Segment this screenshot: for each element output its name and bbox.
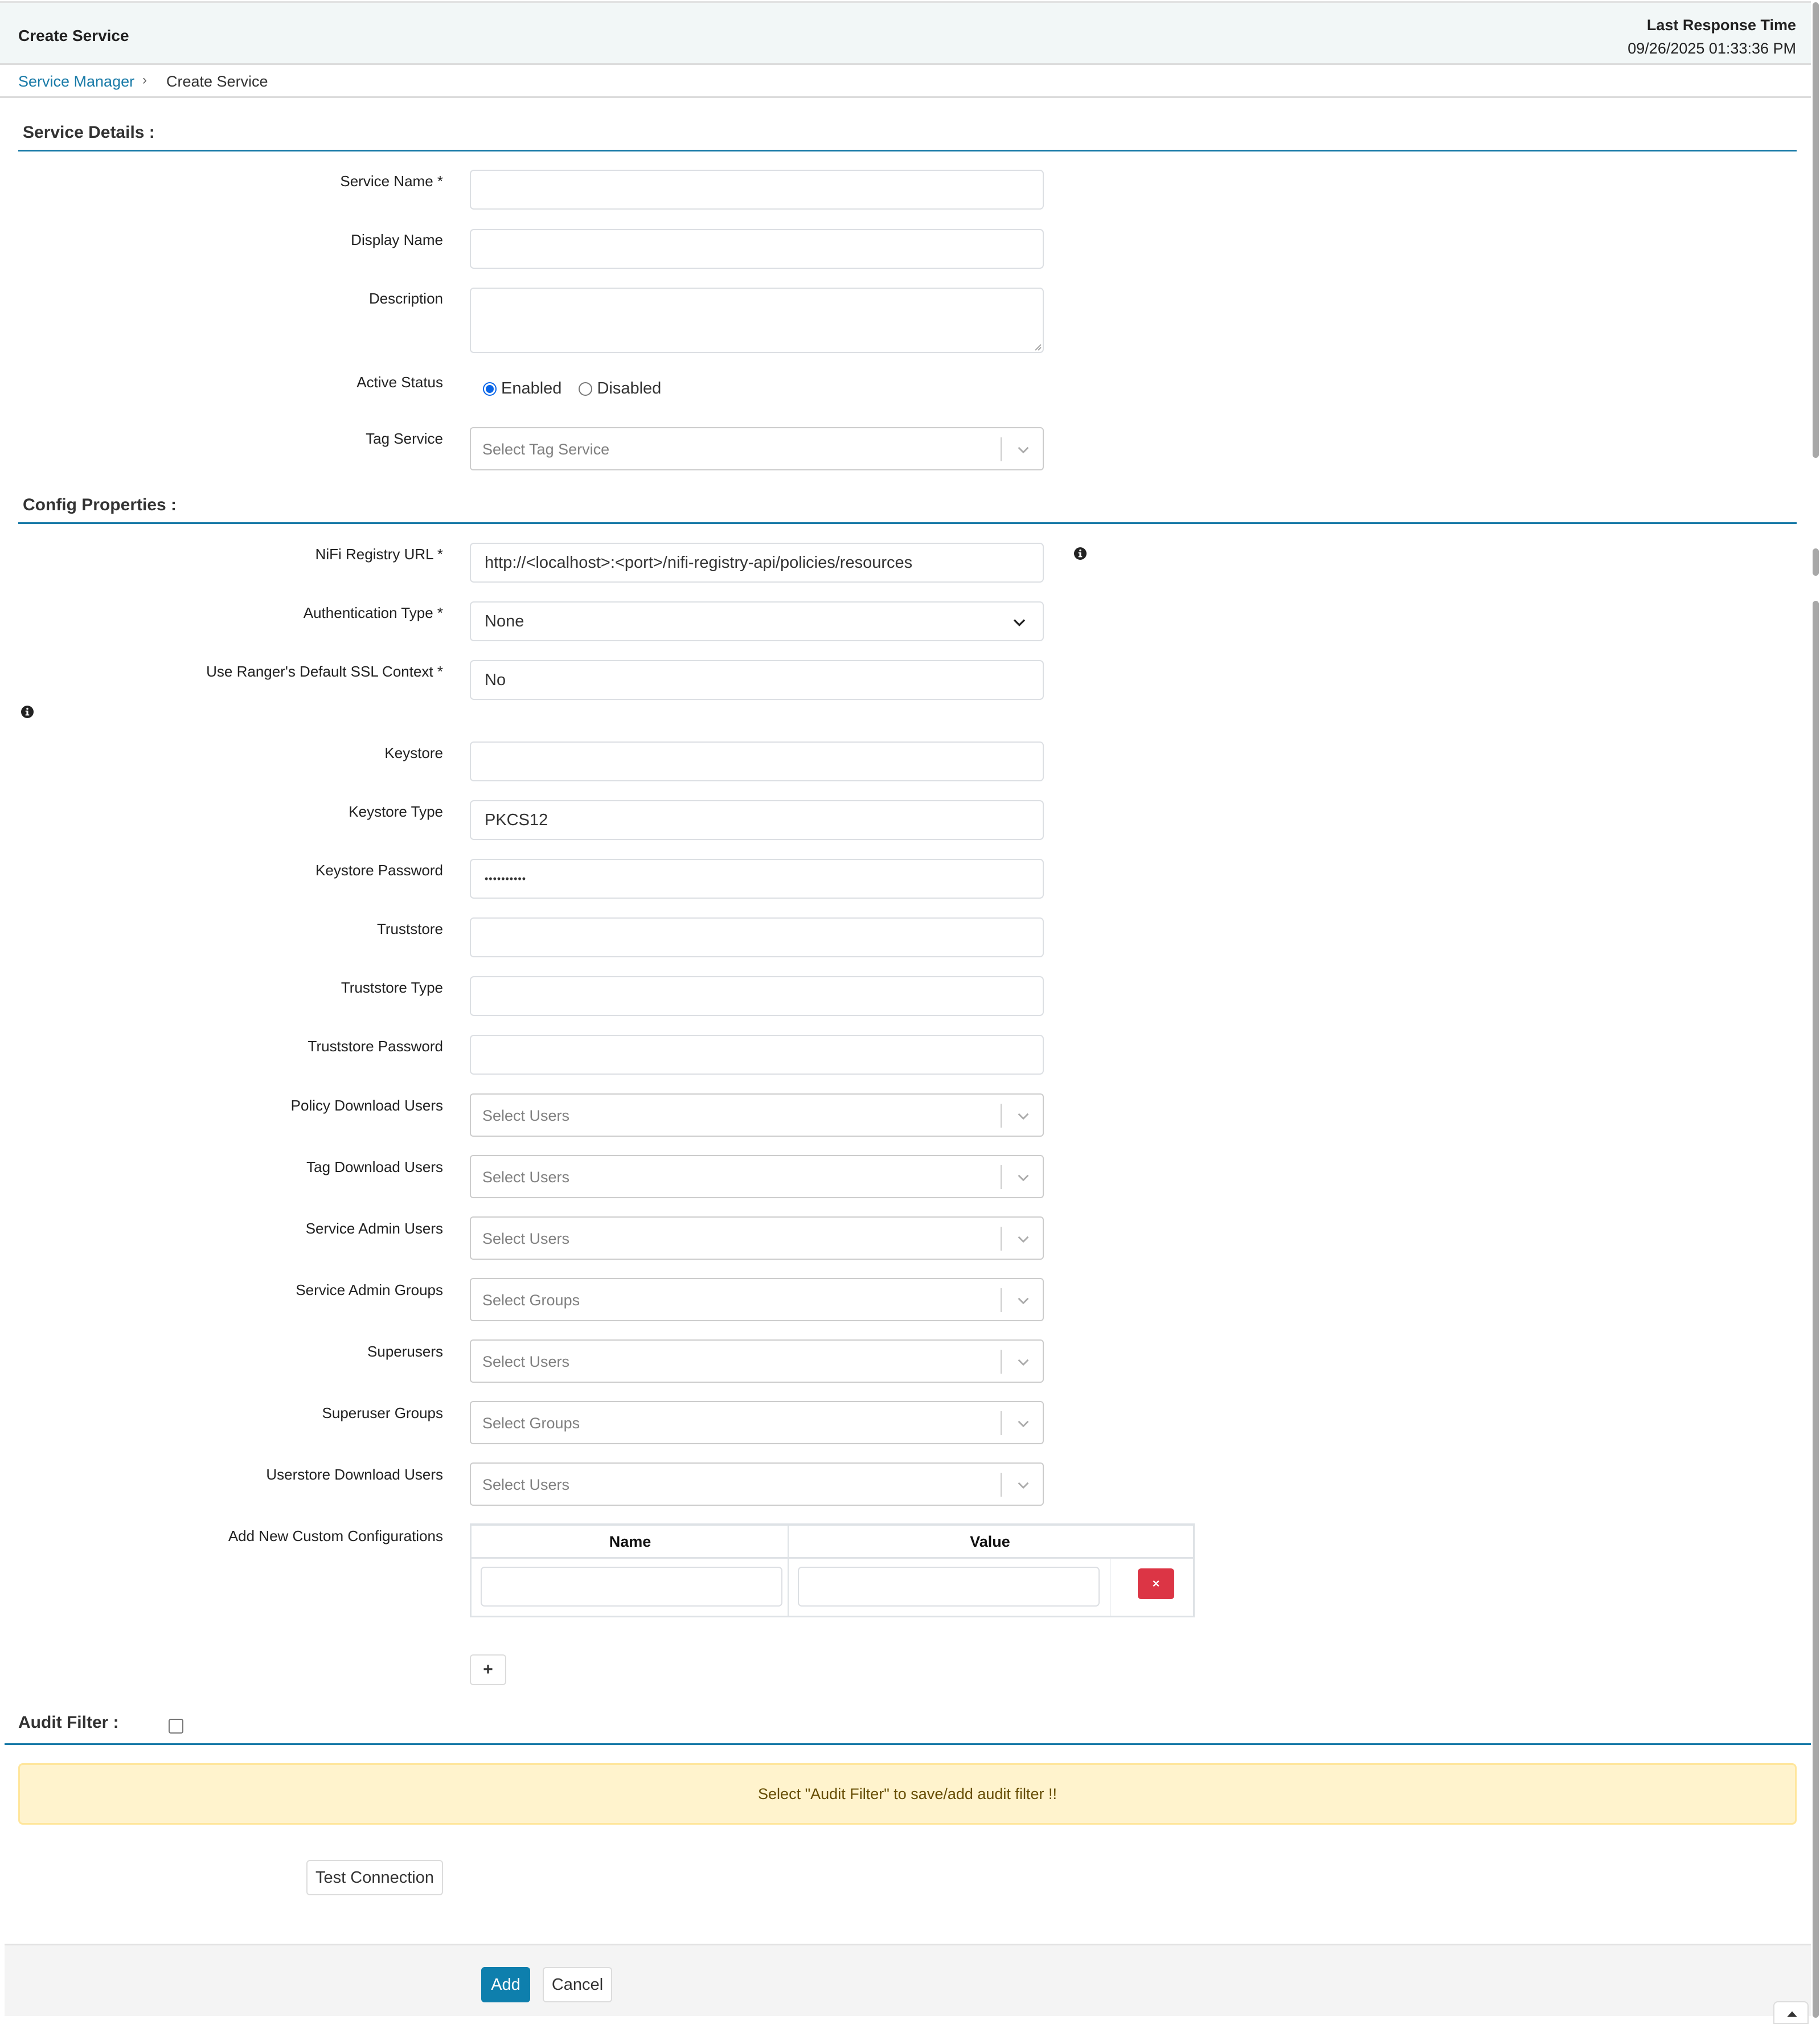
superusers-select[interactable]: [470, 1339, 1044, 1383]
chevron-down-icon[interactable]: [1015, 1108, 1031, 1124]
truststore-label: Truststore: [376, 920, 443, 937]
radio-disabled-icon[interactable]: [579, 382, 592, 396]
superuser-groups-label: Superuser Groups: [322, 1404, 443, 1421]
display-name-input[interactable]: [470, 229, 1044, 269]
breadcrumb-current: Create Service: [166, 73, 268, 90]
chevron-down-icon[interactable]: [1015, 1231, 1031, 1247]
select-separator: [1001, 1350, 1002, 1374]
custom-configs-table: [470, 1523, 1195, 1617]
keystore-input[interactable]: [470, 741, 1044, 781]
select-separator: [1001, 1288, 1002, 1312]
select-separator: [1001, 1165, 1002, 1189]
resize-handle-icon[interactable]: [1034, 343, 1042, 351]
plus-icon: +: [483, 1660, 493, 1679]
last-response-label: Last Response Time: [1646, 17, 1796, 34]
keystore-label: Keystore: [384, 744, 443, 761]
custom-configs-label: Add New Custom Configurations: [228, 1527, 443, 1544]
active-status-radio-group: [483, 379, 678, 398]
superusers-label: Superusers: [367, 1343, 443, 1360]
audit-filter-checkbox[interactable]: [169, 1719, 183, 1734]
select-placeholder: Select Groups: [482, 1292, 580, 1309]
audit-filter-alert: [18, 1763, 1797, 1825]
policy-download-users-label: Policy Download Users: [290, 1097, 443, 1114]
radio-disabled-label: Disabled: [597, 379, 662, 398]
section-divider: [18, 522, 1797, 524]
column-header-value: Value: [970, 1533, 1010, 1550]
chevron-down-icon[interactable]: [1015, 1354, 1031, 1370]
select-placeholder: Select Users: [482, 1230, 570, 1247]
keystore-type-label: Keystore Type: [349, 803, 443, 820]
last-response-value: 09/26/2025 01:33:36 PM: [1628, 40, 1796, 57]
display-name-label: Display Name: [351, 231, 443, 248]
add-row-button[interactable]: [470, 1654, 506, 1685]
keystore-type-input[interactable]: PKCS12: [470, 800, 1044, 840]
chevron-down-icon[interactable]: [1015, 442, 1031, 458]
select-separator: [1001, 1104, 1002, 1128]
select-placeholder: Select Users: [482, 1107, 570, 1124]
authentication-type-value: None: [485, 612, 524, 630]
service-admin-users-select[interactable]: [470, 1216, 1044, 1260]
chevron-down-icon[interactable]: [1015, 1293, 1031, 1309]
truststore-type-input[interactable]: [470, 976, 1044, 1016]
select-separator: [1001, 1227, 1002, 1251]
info-icon[interactable]: [1074, 547, 1087, 560]
service-admin-groups-select[interactable]: [470, 1278, 1044, 1321]
audit-filter-label: Audit Filter :: [18, 1713, 119, 1732]
cancel-button[interactable]: Cancel: [543, 1967, 612, 2002]
keystore-password-input[interactable]: ••••••••••: [470, 859, 1044, 899]
nifi-registry-url-input[interactable]: http://<localhost>:<port>/nifi-registry-api/policies/resources: [470, 543, 1044, 583]
truststore-password-input[interactable]: [470, 1035, 1044, 1075]
test-connection-button[interactable]: Test Connection: [306, 1860, 443, 1895]
authentication-type-select[interactable]: [470, 601, 1044, 641]
section-divider: [5, 1743, 1811, 1745]
service-admin-groups-label: Service Admin Groups: [296, 1281, 443, 1298]
table-divider: [472, 1557, 1193, 1559]
nifi-registry-url-label: NiFi Registry URL *: [315, 546, 443, 563]
close-icon: ×: [1152, 1576, 1160, 1591]
info-icon[interactable]: [21, 706, 34, 718]
select-separator: [1001, 1473, 1002, 1497]
truststore-type-label: Truststore Type: [341, 979, 443, 996]
custom-config-name-input[interactable]: [481, 1567, 782, 1607]
service-details-title: Service Details :: [23, 123, 155, 142]
tag-service-select[interactable]: [470, 427, 1044, 470]
description-textarea[interactable]: [470, 288, 1044, 353]
tag-download-users-select[interactable]: [470, 1155, 1044, 1198]
tag-service-placeholder: Select Tag Service: [482, 441, 610, 458]
userstore-download-users-label: Userstore Download Users: [266, 1466, 443, 1483]
config-properties-title: Config Properties :: [23, 495, 177, 514]
tag-service-label: Tag Service: [366, 430, 443, 447]
scrollbar-thumb[interactable]: [1813, 601, 1819, 2018]
select-placeholder: Select Users: [482, 1169, 570, 1186]
select-placeholder: Select Users: [482, 1353, 570, 1370]
table-divider: [788, 1526, 789, 1617]
service-name-label: Service Name *: [340, 173, 443, 190]
add-button[interactable]: Add: [481, 1967, 530, 2002]
description-label: Description: [368, 290, 443, 307]
select-separator: [1001, 1411, 1002, 1435]
keystore-password-label: Keystore Password: [315, 862, 443, 879]
scrollbar-thumb[interactable]: [1813, 2, 1819, 458]
policy-download-users-select[interactable]: [470, 1093, 1044, 1137]
ssl-context-input[interactable]: No: [470, 660, 1044, 700]
active-status-label: Active Status: [356, 374, 443, 391]
ssl-context-label: Use Ranger's Default SSL Context *: [206, 663, 443, 680]
radio-disabled[interactable]: [579, 379, 661, 398]
scrollbar-thumb[interactable]: [1813, 548, 1819, 576]
tag-download-users-label: Tag Download Users: [306, 1158, 443, 1175]
page-title: Create Service: [18, 27, 129, 44]
chevron-down-icon[interactable]: [1015, 1477, 1031, 1493]
chevron-down-icon[interactable]: [1011, 614, 1028, 631]
radio-enabled-label: Enabled: [501, 379, 562, 398]
select-separator: [1001, 437, 1002, 461]
select-placeholder: Select Groups: [482, 1415, 580, 1432]
breadcrumb-chevron-icon: ›: [142, 72, 147, 88]
service-admin-users-label: Service Admin Users: [305, 1220, 443, 1237]
section-divider: [18, 150, 1797, 151]
delete-row-button[interactable]: [1138, 1568, 1174, 1599]
column-header-name: Name: [609, 1533, 651, 1550]
chevron-down-icon[interactable]: [1015, 1416, 1031, 1432]
authentication-type-label: Authentication Type *: [303, 604, 443, 621]
truststore-password-label: Truststore Password: [308, 1038, 443, 1055]
audit-filter-alert-text: Select "Audit Filter" to save/add audit filter !!: [758, 1785, 1057, 1802]
truststore-input[interactable]: [470, 917, 1044, 957]
page-scrollbar[interactable]: [1811, 0, 1820, 2016]
breadcrumb: [0, 65, 1811, 98]
radio-enabled[interactable]: [483, 379, 561, 398]
superuser-groups-select[interactable]: [470, 1401, 1044, 1444]
scroll-to-top-button[interactable]: [1773, 2001, 1809, 2024]
chevron-down-icon[interactable]: [1015, 1170, 1031, 1186]
radio-enabled-checked-icon[interactable]: [483, 382, 497, 396]
footer-action-bar: [5, 1944, 1811, 2016]
select-placeholder: Select Users: [482, 1476, 570, 1493]
breadcrumb-service-manager[interactable]: Service Manager: [18, 73, 135, 90]
userstore-download-users-select[interactable]: [470, 1462, 1044, 1506]
service-name-input[interactable]: [470, 170, 1044, 210]
last-response-time: [1628, 17, 1796, 58]
custom-config-value-input[interactable]: [798, 1567, 1100, 1607]
page-header: [0, 1, 1811, 65]
